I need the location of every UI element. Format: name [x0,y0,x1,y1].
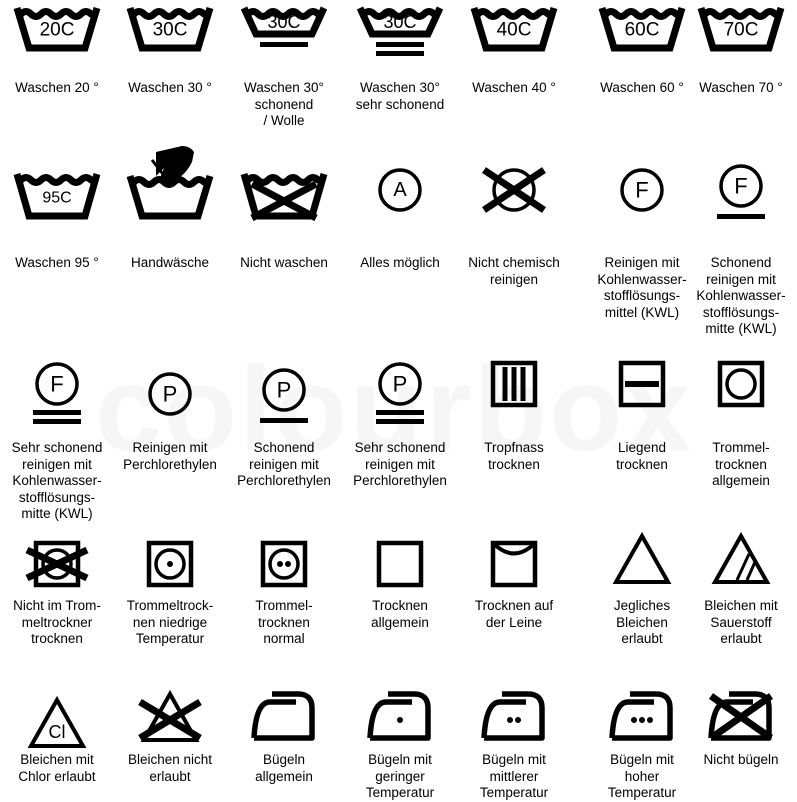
wash-30-icon [125,0,215,80]
care-symbol-dry-clean-any [343,148,457,270]
symbol-letter: F [50,371,64,397]
do-not-wash-icon [239,148,329,228]
symbol-letter: Cl [48,722,66,742]
care-symbol-wash-95 [0,148,114,270]
care-symbol-dry [343,532,457,630]
wash-95-icon [12,148,102,228]
care-symbol-dry-clean-p-gentle [227,352,341,488]
symbol-label: Sehr schonend reinigen mit Kohlenwasser- stofflösungs- mitte (KWL) [11,440,103,521]
symbol-letter: 40C [496,19,532,41]
symbol-letter: 30C [383,12,417,32]
wash-70-icon [696,0,786,80]
care-symbol-tumble-dry-normal [227,532,341,646]
symbol-label: Nicht im Trom- meltrockner trocknen [13,598,101,646]
symbol-label: Bügeln mit mittlerer Temperatur [479,752,549,800]
do-not-iron-icon [696,682,786,762]
dry-clean-f-gentle-icon [696,148,786,228]
symbol-letter: P [392,371,408,397]
care-symbol-dry-clean-f-gentle [684,148,797,336]
care-symbol-dry-clean-p-very-gentle [343,352,457,488]
care-symbol-dry-clean-p [113,352,227,472]
symbol-letter: 20C [39,19,75,41]
iron-high-icon [597,682,687,762]
care-symbol-bleach-any [585,532,699,646]
care-symbol-bleach-oxygen [684,532,797,646]
dry-clean-p-gentle-icon [239,352,329,432]
symbol-letter: F [734,173,748,199]
symbol-label: Waschen 70 ° [699,80,783,95]
do-not-bleach-icon [125,682,215,762]
symbol-label: Waschen 30 ° [128,80,212,95]
wash-30-gentle-icon [239,0,329,80]
symbol-label: Liegend trocknen [616,440,668,472]
care-symbol-wash-20 [0,0,114,95]
symbol-letter: F [635,177,649,203]
symbol-label: Bügeln mit geringer Temperatur [365,752,435,800]
symbol-label: Bügeln mit hoher Temperatur [607,752,677,800]
symbol-label: Bleichen mit Sauerstoff erlaubt [704,598,778,646]
care-symbol-dry-flat [585,352,699,472]
hand-wash-icon [125,148,215,228]
care-symbol-wash-30 [113,0,227,95]
wash-20-icon [12,0,102,80]
dry-clean-any-icon [355,148,445,228]
care-symbol-iron [227,682,341,784]
care-symbol-do-not-bleach [113,682,227,784]
care-symbol-line-dry [457,532,571,630]
care-symbol-wash-60 [585,0,699,95]
symbol-label: Waschen 40 ° [472,80,556,95]
symbol-label: Sehr schonend reinigen mit Perchlorethylen [353,440,447,488]
symbol-label: Reinigen mit Kohlenwasser- stofflösungs- mittel (KWL) [597,255,687,320]
symbol-label: Waschen 30° schonend / Wolle [244,80,324,128]
symbol-label: Nicht bügeln [703,752,779,767]
symbol-label: Handwäsche [130,255,210,270]
iron-low-icon [355,682,445,762]
symbol-label: Waschen 30° sehr schonend [355,80,445,112]
symbol-label: Schonend reinigen mit Kohlenwasser- stofflösungs- mitte (KWL) [696,255,786,336]
symbol-label: Trommel- trocknen normal [255,598,313,646]
care-symbol-wash-40 [457,0,571,95]
iron-medium-icon [469,682,559,762]
care-symbol-hand-wash [113,148,227,270]
symbol-label: Tropfnass trocknen [484,440,544,472]
care-symbol-tumble-dry-low [113,532,227,646]
symbol-label: Jegliches Bleichen erlaubt [613,598,671,646]
wash-30-very-gentle-icon [355,0,445,80]
care-symbol-drip-dry [457,352,571,472]
bleach-chlorine-icon [12,682,102,762]
care-symbol-tumble-dry [684,352,797,488]
symbol-label: Reinigen mit Perchlorethylen [123,440,217,472]
symbol-label: Waschen 95 ° [15,255,99,270]
wash-40-icon [469,0,559,80]
care-symbol-do-not-dry-clean [457,148,571,287]
care-symbol-dry-clean-f [585,148,699,320]
care-symbol-wash-30-gentle [227,0,341,128]
symbol-label: Alles möglich [360,255,440,270]
symbol-label: Trommeltrock- nen niedrige Temperatur [126,598,214,646]
symbol-letter: P [276,377,292,403]
care-symbol-do-not-wash [227,148,341,270]
dry-clean-p-very-gentle-icon [355,352,445,432]
symbol-label: Bleichen mit Chlor erlaubt [18,752,96,784]
care-symbol-do-not-iron [684,682,797,767]
dry-clean-p-icon [125,352,215,432]
care-symbol-iron-low [343,682,457,800]
do-not-dry-clean-icon [469,148,559,228]
care-symbol-iron-medium [457,682,571,800]
care-symbol-wash-30-very-gentle [343,0,457,112]
wash-60-icon [597,0,687,80]
dry-clean-f-icon [597,148,687,228]
symbol-label: Trocknen auf der Leine [474,598,554,630]
symbol-label: Nicht waschen [240,255,328,270]
symbol-letter: 60C [624,19,660,41]
care-symbol-bleach-chlorine [0,682,114,784]
care-symbol-iron-high [585,682,699,800]
care-symbol-do-not-tumble-dry [0,532,114,646]
care-symbol-wash-70 [684,0,797,95]
symbol-label: Nicht chemisch reinigen [468,255,560,287]
care-symbol-dry-clean-f-very-gentle [0,352,114,521]
symbol-label: Waschen 60 ° [600,80,684,95]
drip-dry-icon [469,352,559,432]
symbol-letter: 70C [723,19,759,41]
symbol-label: Trocknen allgemein [371,598,429,630]
dry-flat-icon [597,352,687,432]
symbol-letter: 30C [152,19,188,41]
symbol-letter: 30C [267,12,301,32]
iron-icon [239,682,329,762]
dry-clean-f-very-gentle-icon [12,352,102,432]
tumble-dry-icon [696,352,786,432]
symbol-label: Trommel- trocknen allgemein [712,440,770,488]
symbol-label: Schonend reinigen mit Perchlorethylen [237,440,331,488]
symbol-letter: P [162,381,178,407]
symbol-label: Waschen 20 ° [15,80,99,95]
symbol-label: Bügeln allgemein [255,752,313,784]
symbol-letter: 95C [42,189,72,207]
symbol-label: Bleichen nicht erlaubt [127,752,213,784]
symbol-letter: A [393,179,407,201]
